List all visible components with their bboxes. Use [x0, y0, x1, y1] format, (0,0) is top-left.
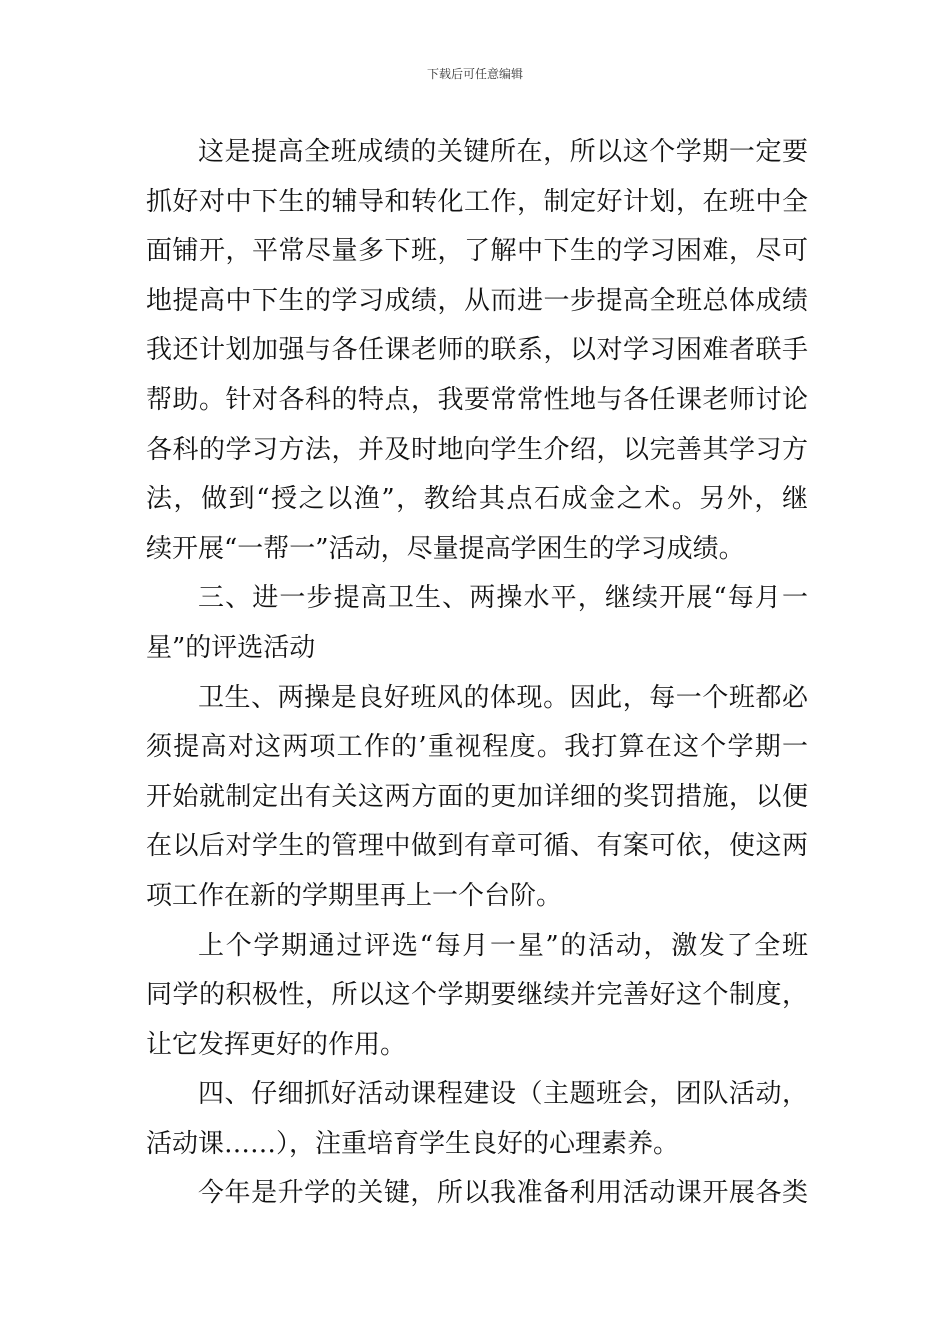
text-line: 开始就制定出有关这两方面的更加详细的奖罚措施，以便 [146, 781, 808, 812]
text-line: 各科的学习方法，并及时地向学生介绍，以完善其学习方 [146, 434, 808, 465]
text-line: 法，做到“授之以渔”，教给其点石成金之术。另外，继 [146, 484, 808, 515]
text-line: 上个学期通过评选“每月一星”的活动，激发了全班 [198, 930, 808, 961]
text-line: 续开展“一帮一”活动，尽量提高学困生的学习成绩。 [146, 533, 745, 564]
text-line: 地提高中下生的学习成绩，从而进一步提高全班总体成绩 [146, 285, 808, 316]
text-line: 卫生、两操是良好班风的体现。因此，每一个班都必 [198, 682, 808, 713]
text-line: 同学的积极性，所以这个学期要继续并完善好这个制度， [146, 980, 808, 1011]
text-line: 星”的评选活动 [146, 632, 316, 663]
text-line: 面铺开，平常尽量多下班，了解中下生的学习困难，尽可 [146, 236, 808, 267]
text-line: 三、进一步提高卫生、两操水平，继续开展“每月一 [198, 583, 808, 614]
text-line: 抓好对中下生的辅导和转化工作，制定好计划，在班中全 [146, 186, 808, 217]
text-line: 四、仔细抓好活动课程建设（主题班会，团队活动， [198, 1079, 808, 1110]
text-line: 活动课……），注重培育学生良好的心理素养。 [146, 1128, 680, 1159]
text-line: 须提高对这两项工作的’重视程度。我打算在这个学期一 [146, 732, 808, 763]
text-line: 项工作在新的学期里再上一个台阶。 [146, 880, 563, 911]
text-line: 帮助。针对各科的特点，我要常常性地与各任课老师讨论 [146, 384, 808, 415]
text-line: 在以后对学生的管理中做到有章可循、有案可依，使这两 [146, 831, 808, 862]
text-line: 今年是升学的关键，所以我准备利用活动课开展各类 [198, 1178, 808, 1209]
page-header: 下载后可任意编辑 [426, 67, 523, 81]
body-text [146, 128, 808, 1219]
text-line: 这是提高全班成绩的关键所在，所以这个学期一定要 [198, 137, 808, 167]
text-line: 我还计划加强与各任课老师的联系，以对学习困难者联手 [146, 335, 808, 366]
text-line: 让它发挥更好的作用。 [146, 1029, 407, 1060]
